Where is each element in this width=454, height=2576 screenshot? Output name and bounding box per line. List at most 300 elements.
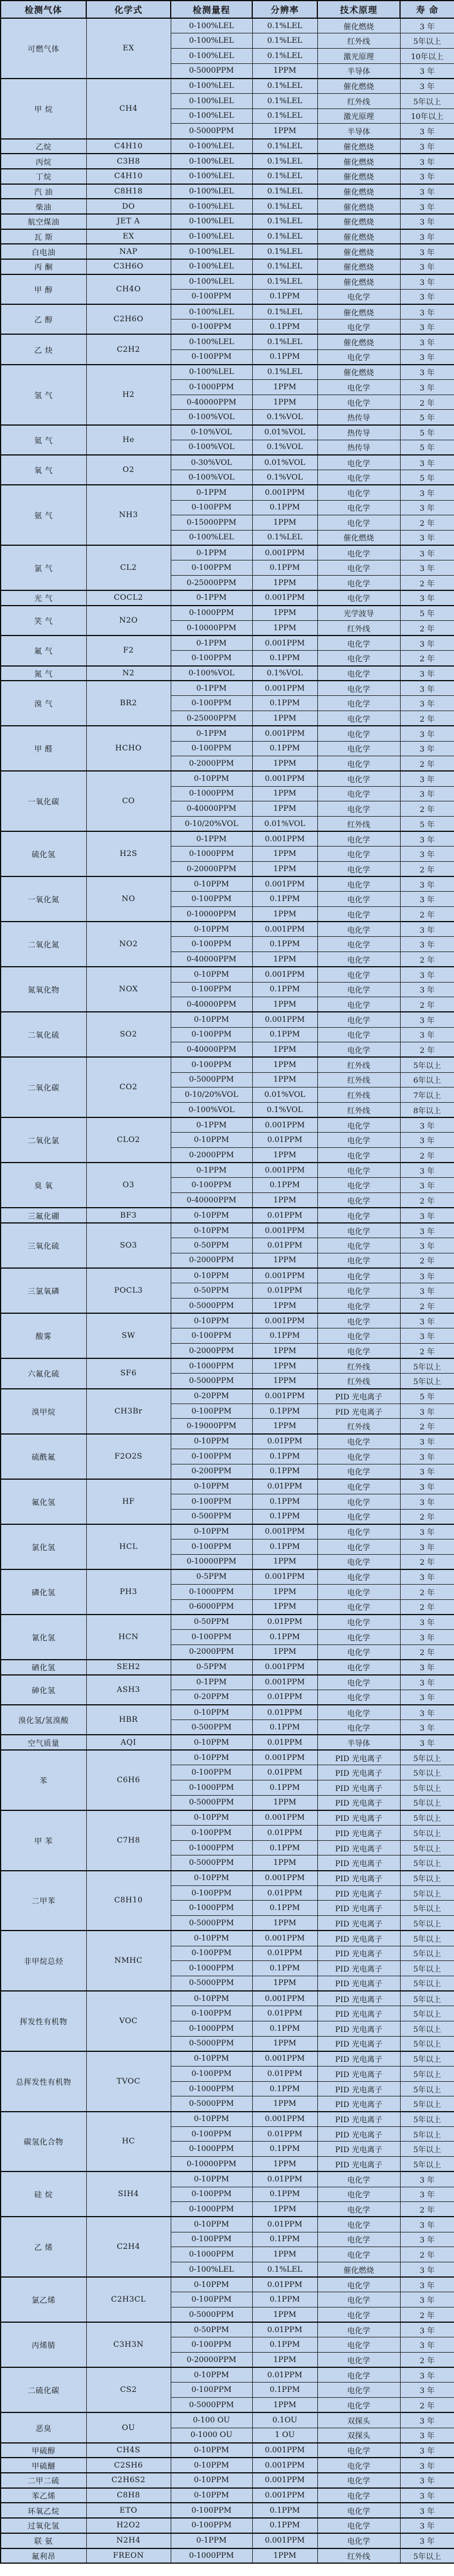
resolution-cell: 0.1PPM (252, 1178, 317, 1193)
range-cell: 0-1PPM (171, 1675, 252, 1690)
lifespan-cell: 2 年 (400, 1193, 454, 1208)
resolution-cell: 0.1PPM (252, 1509, 317, 1524)
table-row (1, 1223, 454, 1238)
resolution-cell: 0.1%LEL (252, 259, 317, 274)
gas-name-cell: 光 气 (1, 590, 86, 606)
range-cell: 0-100PPM (171, 1826, 252, 1841)
lifespan-cell: 5年以上 (400, 1976, 454, 1991)
principle-cell: 电化学 (317, 726, 400, 741)
table-row (1, 2112, 454, 2127)
resolution-cell: 1PPM (252, 1374, 317, 1389)
table-row (1, 1931, 454, 1946)
range-cell: 0-10/20%VOL (171, 816, 252, 831)
table-row (1, 274, 454, 290)
formula-cell: NH3 (86, 485, 171, 545)
principle-cell: 红外线 (317, 33, 400, 49)
lifespan-cell: 2 年 (400, 1253, 454, 1268)
range-cell: 0-6000PPM (171, 1599, 252, 1615)
range-cell: 0-100PPM (171, 349, 252, 365)
range-cell: 0-100PPM (171, 1946, 252, 1961)
resolution-cell: 0.01%VOL (252, 1088, 317, 1103)
gas-name-cell: 空气质量 (1, 1735, 86, 1750)
table-row (1, 2367, 454, 2383)
range-cell: 0-2000PPM (171, 1148, 252, 1163)
principle-cell: 电化学 (317, 862, 400, 877)
resolution-cell: 0.001PPM (252, 1163, 317, 1178)
resolution-cell: 0.1%VOL (252, 410, 317, 425)
principle-cell: 红外线 (317, 1057, 400, 1072)
resolution-cell: 0.01PPM (252, 1238, 317, 1253)
lifespan-cell: 5年以上 (400, 1826, 454, 1841)
range-cell: 0-100PPM (171, 1494, 252, 1509)
resolution-cell: 0.1%VOL (252, 470, 317, 485)
range-cell: 0-19000PPM (171, 1419, 252, 1434)
table-row (1, 169, 454, 184)
principle-cell: 激光原理 (317, 48, 400, 63)
lifespan-cell: 3 年 (400, 922, 454, 937)
principle-cell: 电化学 (317, 2292, 400, 2307)
principle-cell: PID 光电离子 (317, 1855, 400, 1871)
principle-cell: 电化学 (317, 470, 400, 485)
table-row (1, 139, 454, 154)
formula-cell: C4H10 (86, 139, 171, 154)
resolution-cell: 0.001PPM (252, 1675, 317, 1690)
resolution-cell: 1PPM (252, 1644, 317, 1660)
resolution-cell: 1PPM (252, 2247, 317, 2262)
principle-cell: 电化学 (317, 575, 400, 590)
lifespan-cell: 5年以上 (400, 2051, 454, 2067)
resolution-cell: 0.001PPM (252, 635, 317, 651)
lifespan-cell: 3 年 (400, 2473, 454, 2488)
range-cell: 0-20000PPM (171, 2353, 252, 2368)
formula-cell: HBR (86, 1705, 171, 1735)
range-cell: 0-100PPM (171, 1027, 252, 1042)
lifespan-cell: 5年以上 (400, 2081, 454, 2096)
table-row (1, 2171, 454, 2187)
resolution-cell: 1PPM (252, 63, 317, 79)
principle-cell: PID 光电离子 (317, 1871, 400, 1886)
resolution-cell: 0.1PPM (252, 500, 317, 515)
principle-cell: PID 光电离子 (317, 1389, 400, 1404)
resolution-cell: 1PPM (252, 1976, 317, 1991)
principle-cell: 电化学 (317, 1675, 400, 1690)
formula-cell: ETO (86, 2503, 171, 2518)
lifespan-cell: 3 年 (400, 199, 454, 214)
gas-name-cell: 六氟化硫 (1, 1358, 86, 1388)
range-cell: 0-100PPM (171, 892, 252, 907)
resolution-cell: 0.1PPM (252, 651, 317, 666)
range-cell: 0-100%LEL (171, 229, 252, 244)
resolution-cell: 1PPM (252, 786, 317, 801)
range-cell: 0-1000PPM (171, 1901, 252, 1916)
gas-name-cell: 甲 醇 (1, 274, 86, 304)
gas-name-cell: 氯乙烯 (1, 2277, 86, 2322)
range-cell: 0-100%LEL (171, 139, 252, 154)
resolution-cell: 0.001PPM (252, 1871, 317, 1886)
formula-cell: OU (86, 2412, 171, 2442)
resolution-cell: 0.001PPM (252, 1012, 317, 1027)
resolution-cell: 0.1PPM (252, 1027, 317, 1042)
resolution-cell: 0.001PPM (252, 967, 317, 982)
range-cell: 0-5000PPM (171, 1298, 252, 1313)
range-cell: 0-1000PPM (171, 606, 252, 621)
gas-name-cell: 溴甲烷 (1, 1389, 86, 1434)
lifespan-cell: 3 年 (400, 726, 454, 741)
resolution-cell: 1PPM (252, 380, 317, 395)
lifespan-cell: 3 年 (400, 2337, 454, 2353)
principle-cell: 电化学 (317, 967, 400, 982)
lifespan-cell: 3 年 (400, 2412, 454, 2428)
principle-cell: 红外线 (317, 1088, 400, 1103)
range-cell: 0-10PPM (171, 1133, 252, 1148)
table-row (1, 2217, 454, 2232)
range-cell: 0-100PPM (171, 1630, 252, 1645)
resolution-cell: 0.1%LEL (252, 244, 317, 259)
range-cell: 0-10/20%VOL (171, 1088, 252, 1103)
principle-cell: 电化学 (317, 2398, 400, 2413)
formula-cell: C8H18 (86, 184, 171, 199)
formula-cell: VOC (86, 1991, 171, 2051)
principle-cell: 激光原理 (317, 108, 400, 124)
lifespan-cell: 2 年 (400, 2307, 454, 2323)
gas-name-cell: 三氯氧磷 (1, 1268, 86, 1313)
principle-cell: 电化学 (317, 2232, 400, 2247)
table-row (1, 1750, 454, 1765)
lifespan-cell: 3 年 (400, 590, 454, 606)
principle-cell: 电化学 (317, 2503, 400, 2518)
resolution-cell: 0.1PPM (252, 2518, 317, 2533)
principle-cell: 双探头 (317, 2428, 400, 2443)
gas-name-cell: 氟化氢 (1, 1479, 86, 1524)
formula-cell: DO (86, 199, 171, 214)
lifespan-cell: 3 年 (400, 365, 454, 380)
resolution-cell: 0.1%LEL (252, 93, 317, 108)
lifespan-cell: 3 年 (400, 169, 454, 184)
gas-name-cell: 氟 气 (1, 635, 86, 665)
resolution-cell: 0.001PPM (252, 2473, 317, 2488)
lifespan-cell: 5年以上 (400, 1780, 454, 1795)
gas-name-cell: 氰化氢 (1, 1615, 86, 1660)
principle-cell: 电化学 (317, 922, 400, 937)
range-cell: 0-5000PPM (171, 1072, 252, 1088)
table-row (1, 1991, 454, 2006)
range-cell: 0-1000PPM (171, 786, 252, 801)
range-cell: 0-100%LEL (171, 2262, 252, 2277)
range-cell: 0-50PPM (171, 1238, 252, 1253)
lifespan-cell: 3 年 (400, 2518, 454, 2533)
principle-cell: 红外线 (317, 2548, 400, 2564)
principle-cell: 电化学 (317, 1313, 400, 1328)
formula-cell: HCL (86, 1524, 171, 1569)
gas-name-cell: 三氧化硫 (1, 1223, 86, 1268)
range-cell: 0-100%LEL (171, 184, 252, 199)
lifespan-cell: 2 年 (400, 515, 454, 531)
gas-name-cell: 联 氨 (1, 2533, 86, 2548)
range-cell: 0-5000PPM (171, 124, 252, 139)
lifespan-cell: 3 年 (400, 1479, 454, 1494)
table-row (1, 214, 454, 229)
lifespan-cell: 3 年 (400, 1012, 454, 1027)
range-cell: 0-1PPM (171, 545, 252, 560)
lifespan-cell: 2 年 (400, 997, 454, 1012)
range-cell: 0-1PPM (171, 1117, 252, 1133)
resolution-cell: 0.1PPM (252, 2021, 317, 2036)
lifespan-cell: 6年以上 (400, 1072, 454, 1088)
lifespan-cell: 3 年 (400, 847, 454, 862)
formula-cell: HCHO (86, 726, 171, 771)
range-cell: 0-15000PPM (171, 515, 252, 531)
resolution-cell: 1PPM (252, 1855, 317, 1871)
lifespan-cell: 2 年 (400, 1148, 454, 1163)
range-cell: 0-100PPM (171, 1449, 252, 1464)
range-cell: 0-40000PPM (171, 1042, 252, 1058)
resolution-cell: 0.01PPM (252, 2006, 317, 2021)
lifespan-cell: 3 年 (400, 786, 454, 801)
gas-name-cell: 非甲烷总烃 (1, 1931, 86, 1991)
formula-cell: CO2 (86, 1057, 171, 1117)
range-cell: 0-10PPM (171, 1931, 252, 1946)
formula-cell: H2S (86, 831, 171, 876)
lifespan-cell: 5年以上 (400, 93, 454, 108)
lifespan-cell: 3 年 (400, 1328, 454, 1344)
resolution-cell: 0.01PPM (252, 2067, 317, 2082)
resolution-cell: 0.1%VOL (252, 1103, 317, 1118)
formula-cell: NOX (86, 967, 171, 1012)
formula-cell: C2H4 (86, 2217, 171, 2277)
lifespan-cell: 2 年 (400, 1419, 454, 1434)
principle-cell: 电化学 (317, 2353, 400, 2368)
table-row (1, 2277, 454, 2292)
lifespan-cell: 5年以上 (400, 1810, 454, 1826)
formula-cell: C8H10 (86, 1871, 171, 1931)
principle-cell: 电化学 (317, 1554, 400, 1569)
resolution-cell: 1PPM (252, 1358, 317, 1374)
range-cell: 0-50PPM (171, 2322, 252, 2337)
principle-cell: 电化学 (317, 485, 400, 500)
resolution-cell: 0.01PPM (252, 1434, 317, 1449)
table-row (1, 590, 454, 606)
resolution-cell: 0.01PPM (252, 1208, 317, 1223)
gas-name-cell: 酸雾 (1, 1313, 86, 1358)
table-row (1, 365, 454, 380)
principle-cell: 电化学 (317, 635, 400, 651)
range-cell: 0-10PPM (171, 1750, 252, 1765)
lifespan-cell: 5年以上 (400, 1916, 454, 1931)
table-row (1, 1057, 454, 1072)
table-row (1, 2533, 454, 2548)
principle-cell: PID 光电离子 (317, 2067, 400, 2082)
range-cell: 0-10000PPM (171, 2157, 252, 2172)
resolution-cell: 0.1%LEL (252, 18, 317, 33)
resolution-cell: 0.01PPM (252, 1133, 317, 1148)
range-cell: 0-5000PPM (171, 1976, 252, 1991)
resolution-cell: 0.01PPM (252, 1735, 317, 1750)
range-cell: 0-100PPM (171, 696, 252, 711)
range-cell: 0-100%LEL (171, 154, 252, 169)
range-cell: 0-5000PPM (171, 2398, 252, 2413)
formula-cell: CH4S (86, 2443, 171, 2458)
principle-cell: 电化学 (317, 1253, 400, 1268)
formula-cell: NO2 (86, 922, 171, 967)
lifespan-cell: 3 年 (400, 63, 454, 79)
range-cell: 0-100%LEL (171, 108, 252, 124)
range-cell: 0-1000PPM (171, 1961, 252, 1976)
formula-cell: SO3 (86, 1223, 171, 1268)
gas-name-cell: 溴化氢/氢溴酸 (1, 1705, 86, 1735)
principle-cell: 催化燃烧 (317, 199, 400, 214)
lifespan-cell: 2 年 (400, 1599, 454, 1615)
lifespan-cell: 2 年 (400, 621, 454, 636)
lifespan-cell: 5年以上 (400, 1946, 454, 1961)
header-principle: 技术原理 (317, 1, 400, 18)
resolution-cell: 0.001PPM (252, 545, 317, 560)
principle-cell: 电化学 (317, 2202, 400, 2217)
lifespan-cell: 5年以上 (400, 1885, 454, 1901)
range-cell: 0-100 OU (171, 2412, 252, 2428)
range-cell: 0-100PPM (171, 560, 252, 576)
range-cell: 0-1000PPM (171, 2247, 252, 2262)
gas-name-cell: 氮氧化物 (1, 967, 86, 1012)
resolution-cell: 0.001PPM (252, 1931, 317, 1946)
table-row (1, 1615, 454, 1630)
table-row (1, 1163, 454, 1178)
resolution-cell: 0.1%LEL (252, 274, 317, 290)
formula-cell: C2H6S2 (86, 2473, 171, 2488)
resolution-cell: 0.001PPM (252, 1117, 317, 1133)
lifespan-cell: 3 年 (400, 380, 454, 395)
lifespan-cell: 5年以上 (400, 1795, 454, 1810)
range-cell: 0-50PPM (171, 1615, 252, 1630)
lifespan-cell: 3 年 (400, 349, 454, 365)
principle-cell: 催化燃烧 (317, 229, 400, 244)
principle-cell: 电化学 (317, 1509, 400, 1524)
gas-name-cell: 氯 气 (1, 545, 86, 590)
principle-cell: 电化学 (317, 2473, 400, 2488)
principle-cell: 红外线 (317, 621, 400, 636)
table-row (1, 1434, 454, 1449)
lifespan-cell: 3 年 (400, 681, 454, 696)
table-row (1, 2518, 454, 2533)
principle-cell: 电化学 (317, 711, 400, 726)
formula-cell: PH3 (86, 1569, 171, 1615)
resolution-cell: 0.01PPM (252, 1885, 317, 1901)
resolution-cell: 0.1PPM (252, 2383, 317, 2398)
range-cell: 0-1000PPM (171, 2142, 252, 2157)
principle-cell: 热传导 (317, 440, 400, 455)
resolution-cell: 0.1%LEL (252, 48, 317, 63)
range-cell: 0-1000PPM (171, 380, 252, 395)
gas-name-cell: 丙 酮 (1, 259, 86, 274)
formula-cell: BF3 (86, 1208, 171, 1223)
principle-cell: 电化学 (317, 1178, 400, 1193)
lifespan-cell: 2 年 (400, 1644, 454, 1660)
lifespan-cell: 5年以上 (400, 1374, 454, 1389)
principle-cell: 双探头 (317, 2412, 400, 2428)
gas-name-cell: 甲 烷 (1, 79, 86, 139)
principle-cell: 红外线 (317, 1072, 400, 1088)
table-row (1, 1735, 454, 1750)
range-cell: 0-10000PPM (171, 621, 252, 636)
formula-cell: CH4O (86, 274, 171, 304)
lifespan-cell: 3 年 (400, 1705, 454, 1720)
resolution-cell: 0.01PPM (252, 2171, 317, 2187)
range-cell: 0-100PPM (171, 2006, 252, 2021)
gas-name-cell: 氯化氢 (1, 1524, 86, 1569)
principle-cell: 电化学 (317, 1464, 400, 1479)
lifespan-cell: 3 年 (400, 771, 454, 786)
principle-cell: 电化学 (317, 2533, 400, 2548)
range-cell: 0-1000PPM (171, 2081, 252, 2096)
resolution-cell: 0.01PPM (252, 2277, 317, 2292)
resolution-cell: 0.001PPM (252, 1569, 317, 1585)
resolution-cell: 0.1PPM (252, 2187, 317, 2202)
principle-cell: 电化学 (317, 952, 400, 967)
principle-cell: PID 光电离子 (317, 1976, 400, 1991)
range-cell: 0-1PPM (171, 681, 252, 696)
lifespan-cell: 5年以上 (400, 1871, 454, 1886)
principle-cell: 电化学 (317, 1223, 400, 1238)
principle-cell: 电化学 (317, 590, 400, 606)
resolution-cell: 0.1%LEL (252, 334, 317, 349)
range-cell: 0-100PPM (171, 2292, 252, 2307)
principle-cell: 光学波导 (317, 606, 400, 621)
principle-cell: 电化学 (317, 2277, 400, 2292)
range-cell: 0-10PPM (171, 1268, 252, 1283)
principle-cell: 电化学 (317, 1434, 400, 1449)
lifespan-cell: 3 年 (400, 666, 454, 681)
resolution-cell: 0.01PPM (252, 1946, 317, 1961)
lifespan-cell: 3 年 (400, 1449, 454, 1464)
principle-cell: 催化燃烧 (317, 184, 400, 199)
gas-name-cell: 二氧化氮 (1, 922, 86, 967)
range-cell: 0-100PPM (171, 741, 252, 756)
formula-cell: SIH4 (86, 2171, 171, 2217)
lifespan-cell: 5 年 (400, 470, 454, 485)
gas-name-cell: 丙烷 (1, 154, 86, 169)
formula-cell: C4H10 (86, 169, 171, 184)
lifespan-cell: 2 年 (400, 2247, 454, 2262)
lifespan-cell: 5年以上 (400, 1961, 454, 1976)
range-cell: 0-100PPM (171, 1403, 252, 1419)
principle-cell: 电化学 (317, 1012, 400, 1027)
gas-name-cell: 可燃气体 (1, 18, 86, 79)
lifespan-cell: 3 年 (400, 1675, 454, 1690)
resolution-cell: 0.1%LEL (252, 154, 317, 169)
principle-cell: 催化燃烧 (317, 365, 400, 380)
lifespan-cell: 2 年 (400, 575, 454, 590)
principle-cell: 电化学 (317, 1660, 400, 1675)
header-gas-name: 检测气体 (1, 1, 86, 18)
table-row (1, 1705, 454, 1720)
resolution-cell: 0.001PPM (252, 831, 317, 847)
table-row (1, 304, 454, 320)
range-cell: 0-10PPM (171, 2171, 252, 2187)
range-cell: 0-10PPM (171, 922, 252, 937)
principle-cell: 热传导 (317, 410, 400, 425)
range-cell: 0-1PPM (171, 590, 252, 606)
formula-cell: C2H6O (86, 304, 171, 334)
range-cell: 0-10PPM (171, 1313, 252, 1328)
principle-cell: 电化学 (317, 1238, 400, 1253)
range-cell: 0-100PPM (171, 2383, 252, 2398)
range-cell: 0-100%LEL (171, 304, 252, 320)
gas-name-cell: 砷化氢 (1, 1675, 86, 1705)
range-cell: 0-20PPM (171, 1389, 252, 1404)
formula-cell: NO (86, 876, 171, 922)
principle-cell: 催化燃烧 (317, 139, 400, 154)
resolution-cell: 0.01PPM (252, 1826, 317, 1841)
lifespan-cell: 3 年 (400, 2277, 454, 2292)
